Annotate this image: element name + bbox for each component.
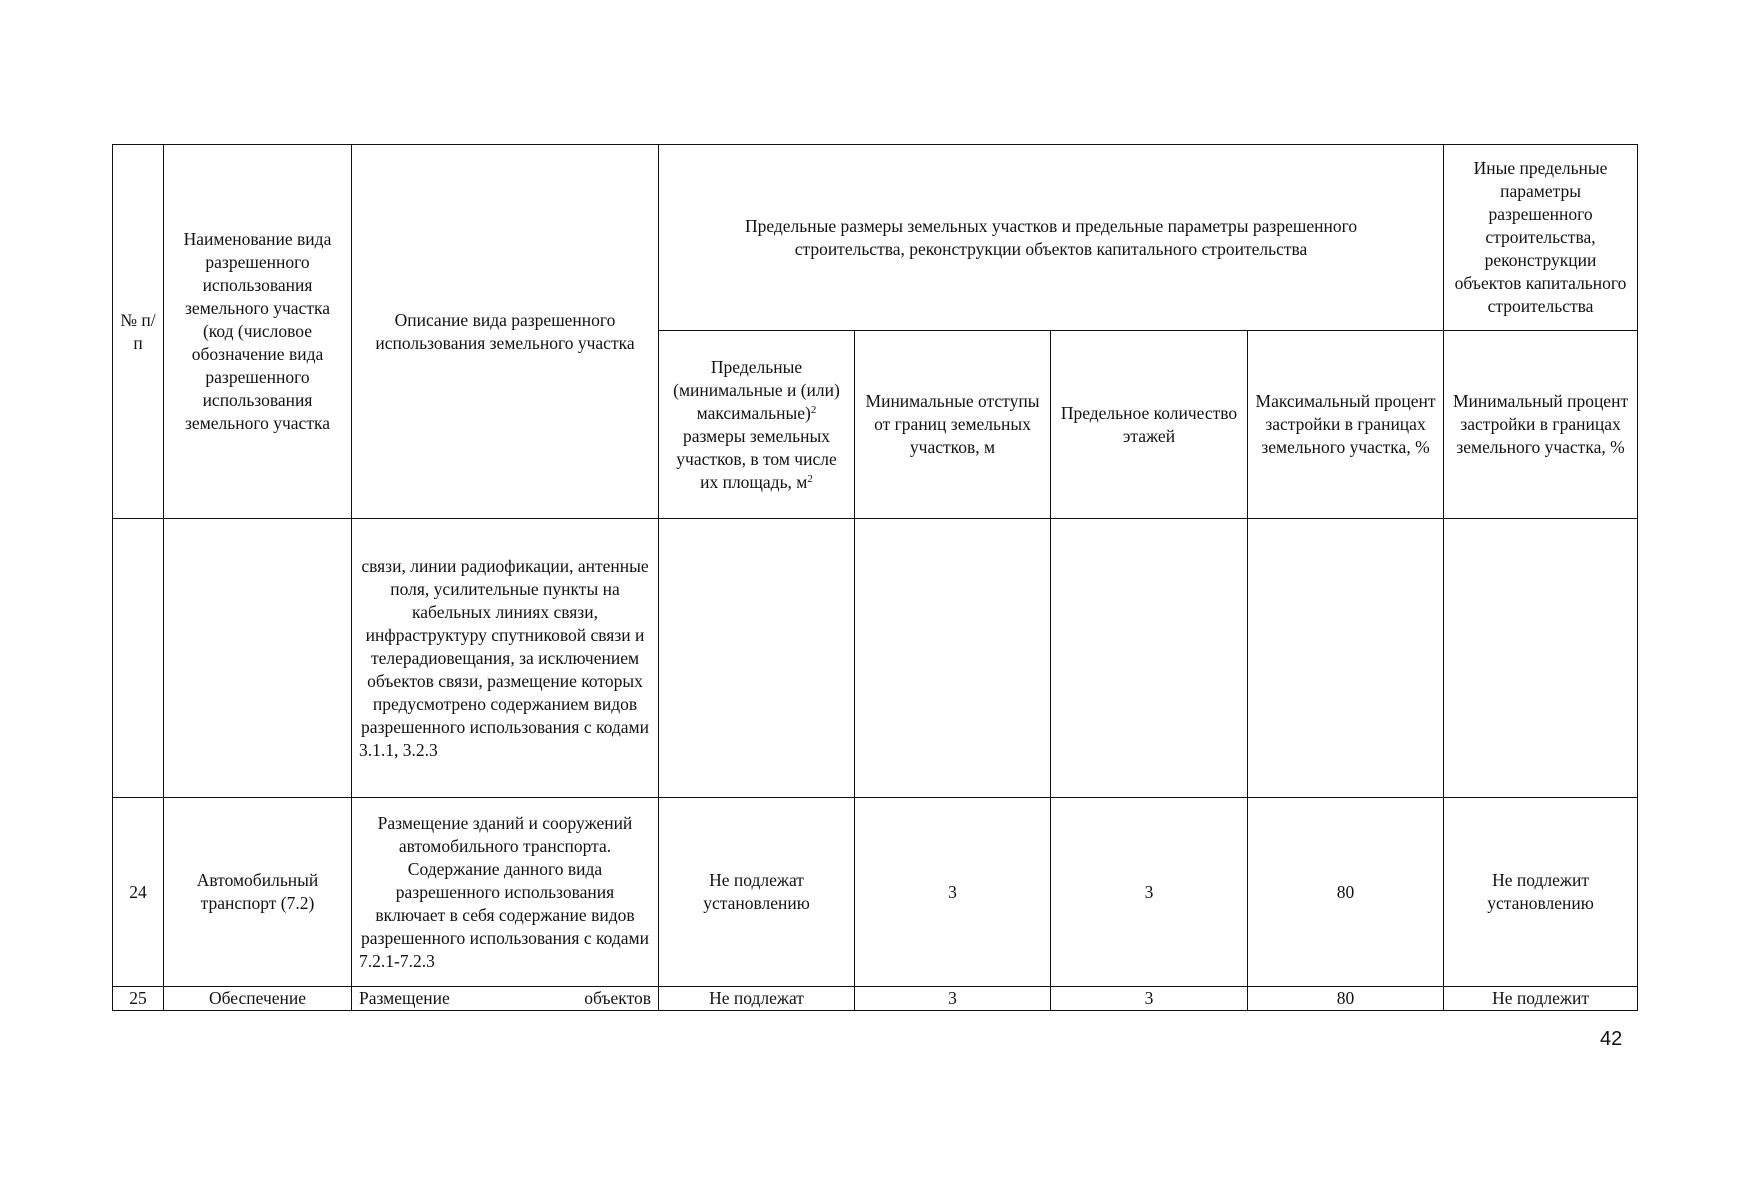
header-name: Наименование вида разрешенного использования земельного участка (код (числовое обозначение вида разрешенного использования земельного участка [164, 145, 352, 519]
table-row [113, 987, 1638, 1011]
header-other: Иные предельные параметры разрешенного строительства, реконструкции объектов капитального строительства [1444, 145, 1638, 331]
header-floors: Предельное количество этажей [1051, 331, 1248, 519]
header-min-pct: Минимальный процент застройки в границах земельного участка, % [1444, 331, 1638, 519]
row-min-pct: Не подлежит установлению [1444, 798, 1638, 987]
row-name: Обеспечение [164, 987, 352, 1011]
row-floors: 3 [1051, 987, 1248, 1011]
row-name [164, 519, 352, 798]
table-row [113, 798, 1638, 987]
header-group: Предельные размеры земельных участков и предельные параметры разрешенного строительства, реконструкции объектов капитального строительства [659, 145, 1444, 331]
row-num: 25 [113, 987, 164, 1011]
row-num: 24 [113, 798, 164, 987]
header-max-pct: Максимальный процент застройки в границах земельного участка, % [1248, 331, 1444, 519]
row-size: Не подлежат [659, 987, 855, 1011]
row-floors: 3 [1051, 798, 1248, 987]
row-name: Автомобильный транспорт (7.2) [164, 798, 352, 987]
page-number: 42 [1600, 1028, 1623, 1050]
row-min-pct [1444, 519, 1638, 798]
header-description: Описание вида разрешенного использования земельного участка [352, 145, 659, 519]
header-num: № п/п [113, 145, 164, 519]
row-description: Размещение объектов [352, 987, 659, 1011]
table-row [113, 519, 1638, 798]
header-setback: Минимальные отступы от границ земельных участков, м [855, 331, 1051, 519]
row-max-pct: 80 [1248, 987, 1444, 1011]
row-num [113, 519, 164, 798]
row-floors [1051, 519, 1248, 798]
row-description: Размещение зданий и сооружений автомобильного транспорта. Содержание данного вида разрешенного использования включает в себя содержание видов разрешенного использования с кодами 7.2.1-7.2.3 [352, 798, 659, 987]
row-min-pct: Не подлежит [1444, 987, 1638, 1011]
row-setback: 3 [855, 798, 1051, 987]
zoning-parameters-table [112, 144, 1638, 1011]
header-row-1 [113, 145, 1638, 331]
row-description: связи, линии радиофикации, антенные поля, усилительные пункты на кабельных линиях связи, инфраструктуру спутниковой связи и телерадиовещания, за исключением объектов связи, размещение которых предусмотрено содержанием видов разрешенного использования с кодами 3.1.1, 3.2.3 [352, 519, 659, 798]
row-size: Не подлежат установлению [659, 798, 855, 987]
row-max-pct [1248, 519, 1444, 798]
row-setback: 3 [855, 987, 1051, 1011]
row-size [659, 519, 855, 798]
header-size: Предельные (минимальные и (или) максимальные)$^2$ размеры земельных участков, в том числе их площадь, $м^2$ [659, 331, 855, 519]
row-max-pct: 80 [1248, 798, 1444, 987]
row-setback [855, 519, 1051, 798]
